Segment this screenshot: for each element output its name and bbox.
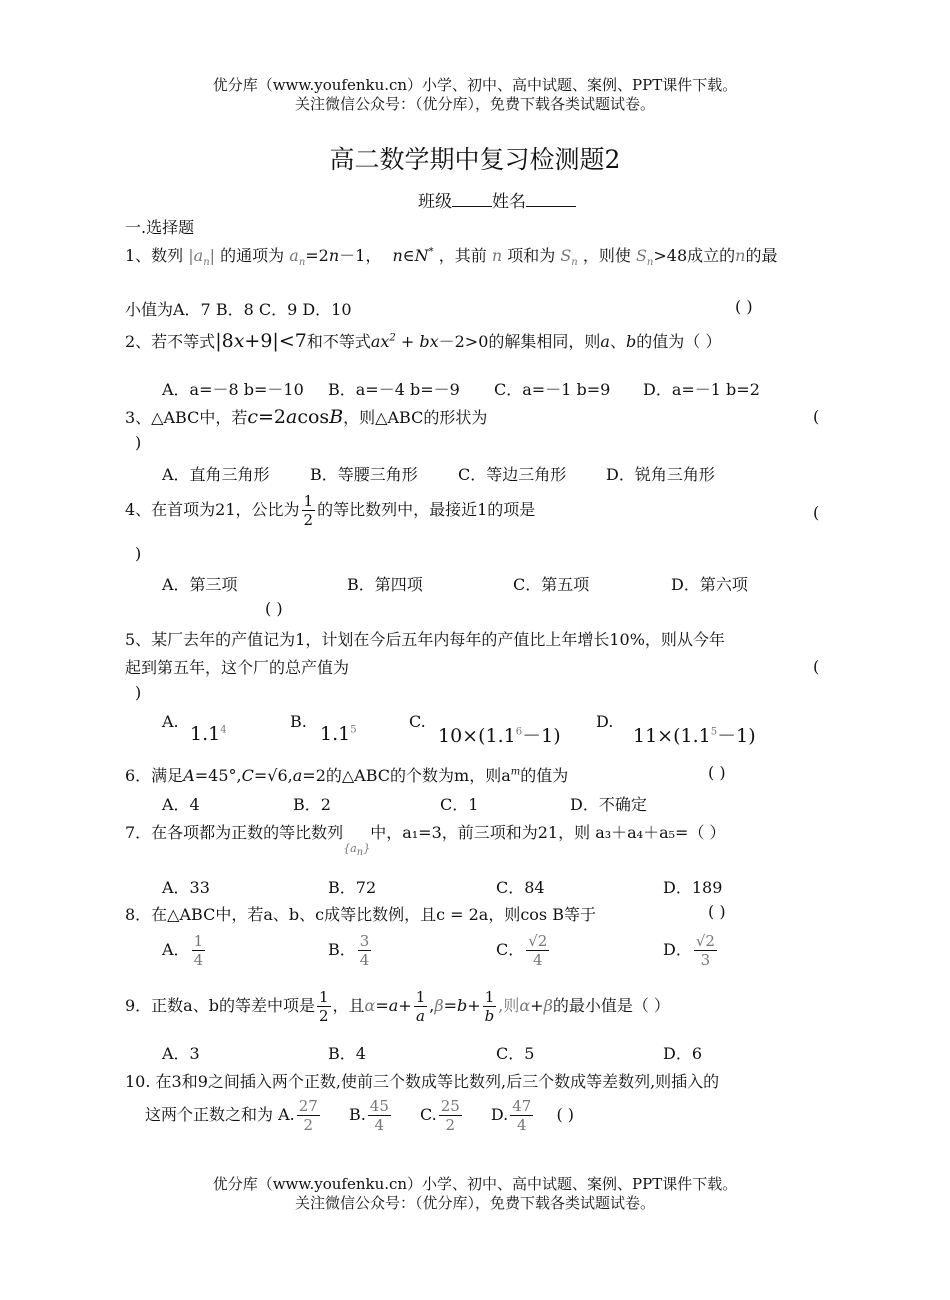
q8-answer-paren: ( ) [708,902,726,921]
q5-option-a-expr: $1.1^4$ [190,723,227,745]
q4-option-b: B．第四项 [347,575,423,594]
q10-line2: 这两个正数之和为 A. $\frac{27}{2}$ B. $\frac{45}{4}$ C. $\frac{25}{2}$ D. $\frac{47}{4}$ ( ) [145,1097,575,1134]
q10-option-d-frac: $\frac{47}{4}$ [512,1097,532,1134]
q6-option-a: A．4 [162,795,200,814]
q8-option-b: B． $\frac{3}{4}$ [328,932,370,969]
q2-option-a: A．a=－8 b=－10 [162,380,304,399]
q4-trailing-paren: ( ) [265,599,283,618]
q6-option-c: C．1 [440,795,479,814]
seq-an: $|a_n|$ [188,246,216,269]
q8-option-a: A． $\frac{1}{4}$ [162,932,204,969]
q8-option-c: C． $\frac{√2}{4}$ [496,932,548,969]
q6-answer-paren: ( ) [708,763,726,782]
q2-line1: 2、若不等式|8x+9|<7和不等式$ax^2 + bx-2>0$的解集相同，则a、b的值为（ ） [125,330,722,352]
fraction-one-half: $\frac{1}{2}$ [303,492,314,529]
q6-line1: 6．满足A=45°,C=√6,a=2的△ABC的个数为m，则$a^m$的值为 [125,766,569,785]
q10-line1: 10. 在3和9之间插入两个正数,使前三个数成等比数列,后三个数成等差数列,则插入的 [125,1072,720,1091]
q9-option-c: C．5 [496,1044,535,1063]
q6-option-b: B．2 [293,795,331,814]
q1-line1: 1、数列 $|a_n|$ 的通项为 $a_n=2n-1$， n∈N* ，其前 n 项和为 $S_n$ ，则使 $S_n>48$成立的n的最 [125,246,778,269]
q9-line1: 9．正数a、b的等差中项是 $\frac{1}{2}$ ，且α=a+ $\frac{1}{a}$ ,β=b+ $\frac{1}{b}$ ,则α+β的最小值是（ ） [125,988,670,1025]
q5-option-c-expr: $10\times(1.1^6-1)$ [438,725,561,747]
name-label: 姓名 [492,192,526,212]
q2-option-d: D．a=－1 b=2 [643,380,760,399]
q4-line1: 4、在首项为21，公比为 $\frac{1}{2}$ 的等比数列中，最接近1的项是 [125,492,536,529]
q7-option-c: C．84 [496,878,545,897]
footer-line-1: 优分库（www.youfenku.cn）小学、初中、高中试题、案例、PPT课件下载。 [212,1175,738,1193]
q4-option-a: A．第三项 [162,575,238,594]
q2-option-b: B．a=－4 b=－9 [328,380,460,399]
q7-line1: 7．在各项都为正数的等比数列$_{\{a_n\}}$中，a₁=3，前三项和为21，则 a₃＋a₄＋a₅=（ ） [125,823,726,859]
q7-option-a: A．33 [162,878,210,897]
q10-option-b-frac: $\frac{45}{4}$ [369,1097,389,1134]
q3-option-c: C．等边三角形 [458,465,567,484]
page-title: 高二数学期中复习检测题2 [329,145,621,174]
q10-option-a-frac: $\frac{27}{2}$ [298,1097,318,1134]
q3-option-d: D．锐角三角形 [606,465,715,484]
q5-option-b-expr: $1.1^5$ [320,723,357,745]
q2-option-c: C．a=－1 b=9 [494,380,611,399]
q10-option-c-frac: $\frac{25}{2}$ [440,1097,460,1134]
q8-option-d: D． $\frac{√2}{3}$ [663,932,715,969]
header-line-2: 关注微信公众号：（优分库），免费下载各类试题试卷。 [294,95,655,113]
q5-line2: 起到第五年，这个厂的总产值为 [125,658,350,677]
q1-answer-paren: ( ) [735,297,753,316]
q9-option-a: A．3 [162,1044,200,1063]
section-heading: 一.选择题 [125,218,195,237]
q1-line2: 小值为A．7 B．8 C．9 D．10 [125,300,352,319]
q5-option-d-expr: $11\times(1.1^5-1)$ [633,725,756,747]
q6-option-d: D．不确定 [570,795,647,814]
q9-option-b: B．4 [328,1044,366,1063]
q5-line1: 5、某厂去年的产值记为1，计划在今后五年内每年的产值比上年增长10%，则从今年 [125,630,725,649]
q3-option-b: B．等腰三角形 [310,465,418,484]
q3-option-a: A．直角三角形 [162,465,270,484]
q8-line1: 8．在△ABC中，若a、b、c成等比数例，且c = 2a，则cos B等于 [125,905,596,924]
q4-option-d: D．第六项 [671,575,748,594]
class-name-line [418,187,576,212]
q7-option-b: B．72 [328,878,377,897]
class-label: 班级 [418,192,452,212]
header-line-1: 优分库（www.youfenku.cn）小学、初中、高中试题、案例、PPT课件下载。 [212,76,738,94]
q4-option-c: C．第五项 [513,575,590,594]
footer-line-2: 关注微信公众号：（优分库），免费下载各类试题试卷。 [294,1194,655,1212]
q3-line1: 3、△ABC中，若c=2acosB，则△ABC的形状为 [125,406,488,428]
q9-option-d: D．6 [663,1044,703,1063]
q7-option-d: D．189 [663,878,723,897]
